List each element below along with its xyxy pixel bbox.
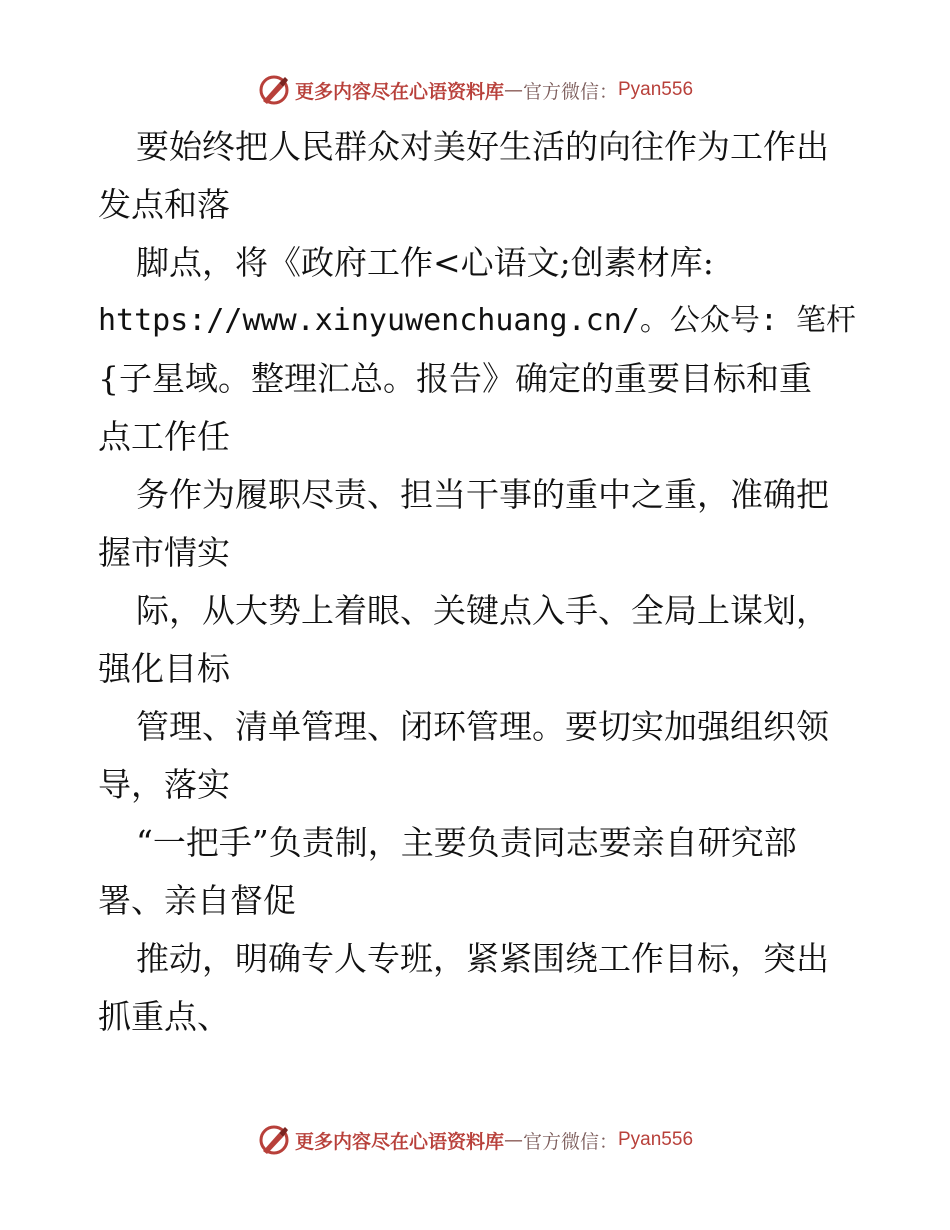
header-banner xyxy=(0,70,950,110)
body-line: 管理、清单管理、闭环管理。要切实加强组织领 xyxy=(136,707,829,746)
pen-logo-icon xyxy=(257,73,291,107)
header-dash: — xyxy=(503,79,523,101)
body-line: 要始终把人民群众对美好生活的向往作为工作出 xyxy=(136,127,829,166)
pen-logo-icon xyxy=(257,1123,291,1157)
body-line: 务作为履职尽责、担当干事的重中之重，准确把 xyxy=(136,475,829,514)
body-line: “一把手”负责制，主要负责同志要亲自研究部 xyxy=(136,823,797,862)
footer-brand-text: 更多内容尽在心语资料库 xyxy=(294,1130,504,1153)
body-line: 抓重点、 xyxy=(98,997,230,1036)
header-wechat-id: Pyan556 xyxy=(618,79,694,100)
body-line: 强化目标 xyxy=(98,649,230,688)
body-line: 导，落实 xyxy=(98,765,230,804)
body-line: 际，从大势上着眼、关键点入手、全局上谋划， xyxy=(136,591,829,630)
body-line-url: https://www.xinyuwenchuang.cn/。公众号: 笔杆 xyxy=(98,303,856,338)
footer-dash: — xyxy=(503,1129,523,1151)
body-line: 脚点，将《政府工作<心语文;创素材库: xyxy=(136,243,714,282)
header-brand-text: 更多内容尽在心语资料库 xyxy=(294,80,504,103)
header-wechat-label: 官方微信： xyxy=(522,80,618,103)
footer-banner xyxy=(0,1120,950,1160)
body-line: 点工作任 xyxy=(98,417,230,456)
body-line: 握市情实 xyxy=(98,533,230,572)
document-body xyxy=(98,118,858,1046)
footer-wechat-id: Pyan556 xyxy=(618,1129,694,1150)
body-line: 发点和落 xyxy=(98,185,230,224)
body-line: 署、亲自督促 xyxy=(98,881,296,920)
footer-wechat-label: 官方微信： xyxy=(522,1130,618,1153)
body-line: {子星域。整理汇总。报告》确定的重要目标和重 xyxy=(98,359,812,398)
body-line: 推动，明确专人专班，紧紧围绕工作目标，突出 xyxy=(136,939,829,978)
